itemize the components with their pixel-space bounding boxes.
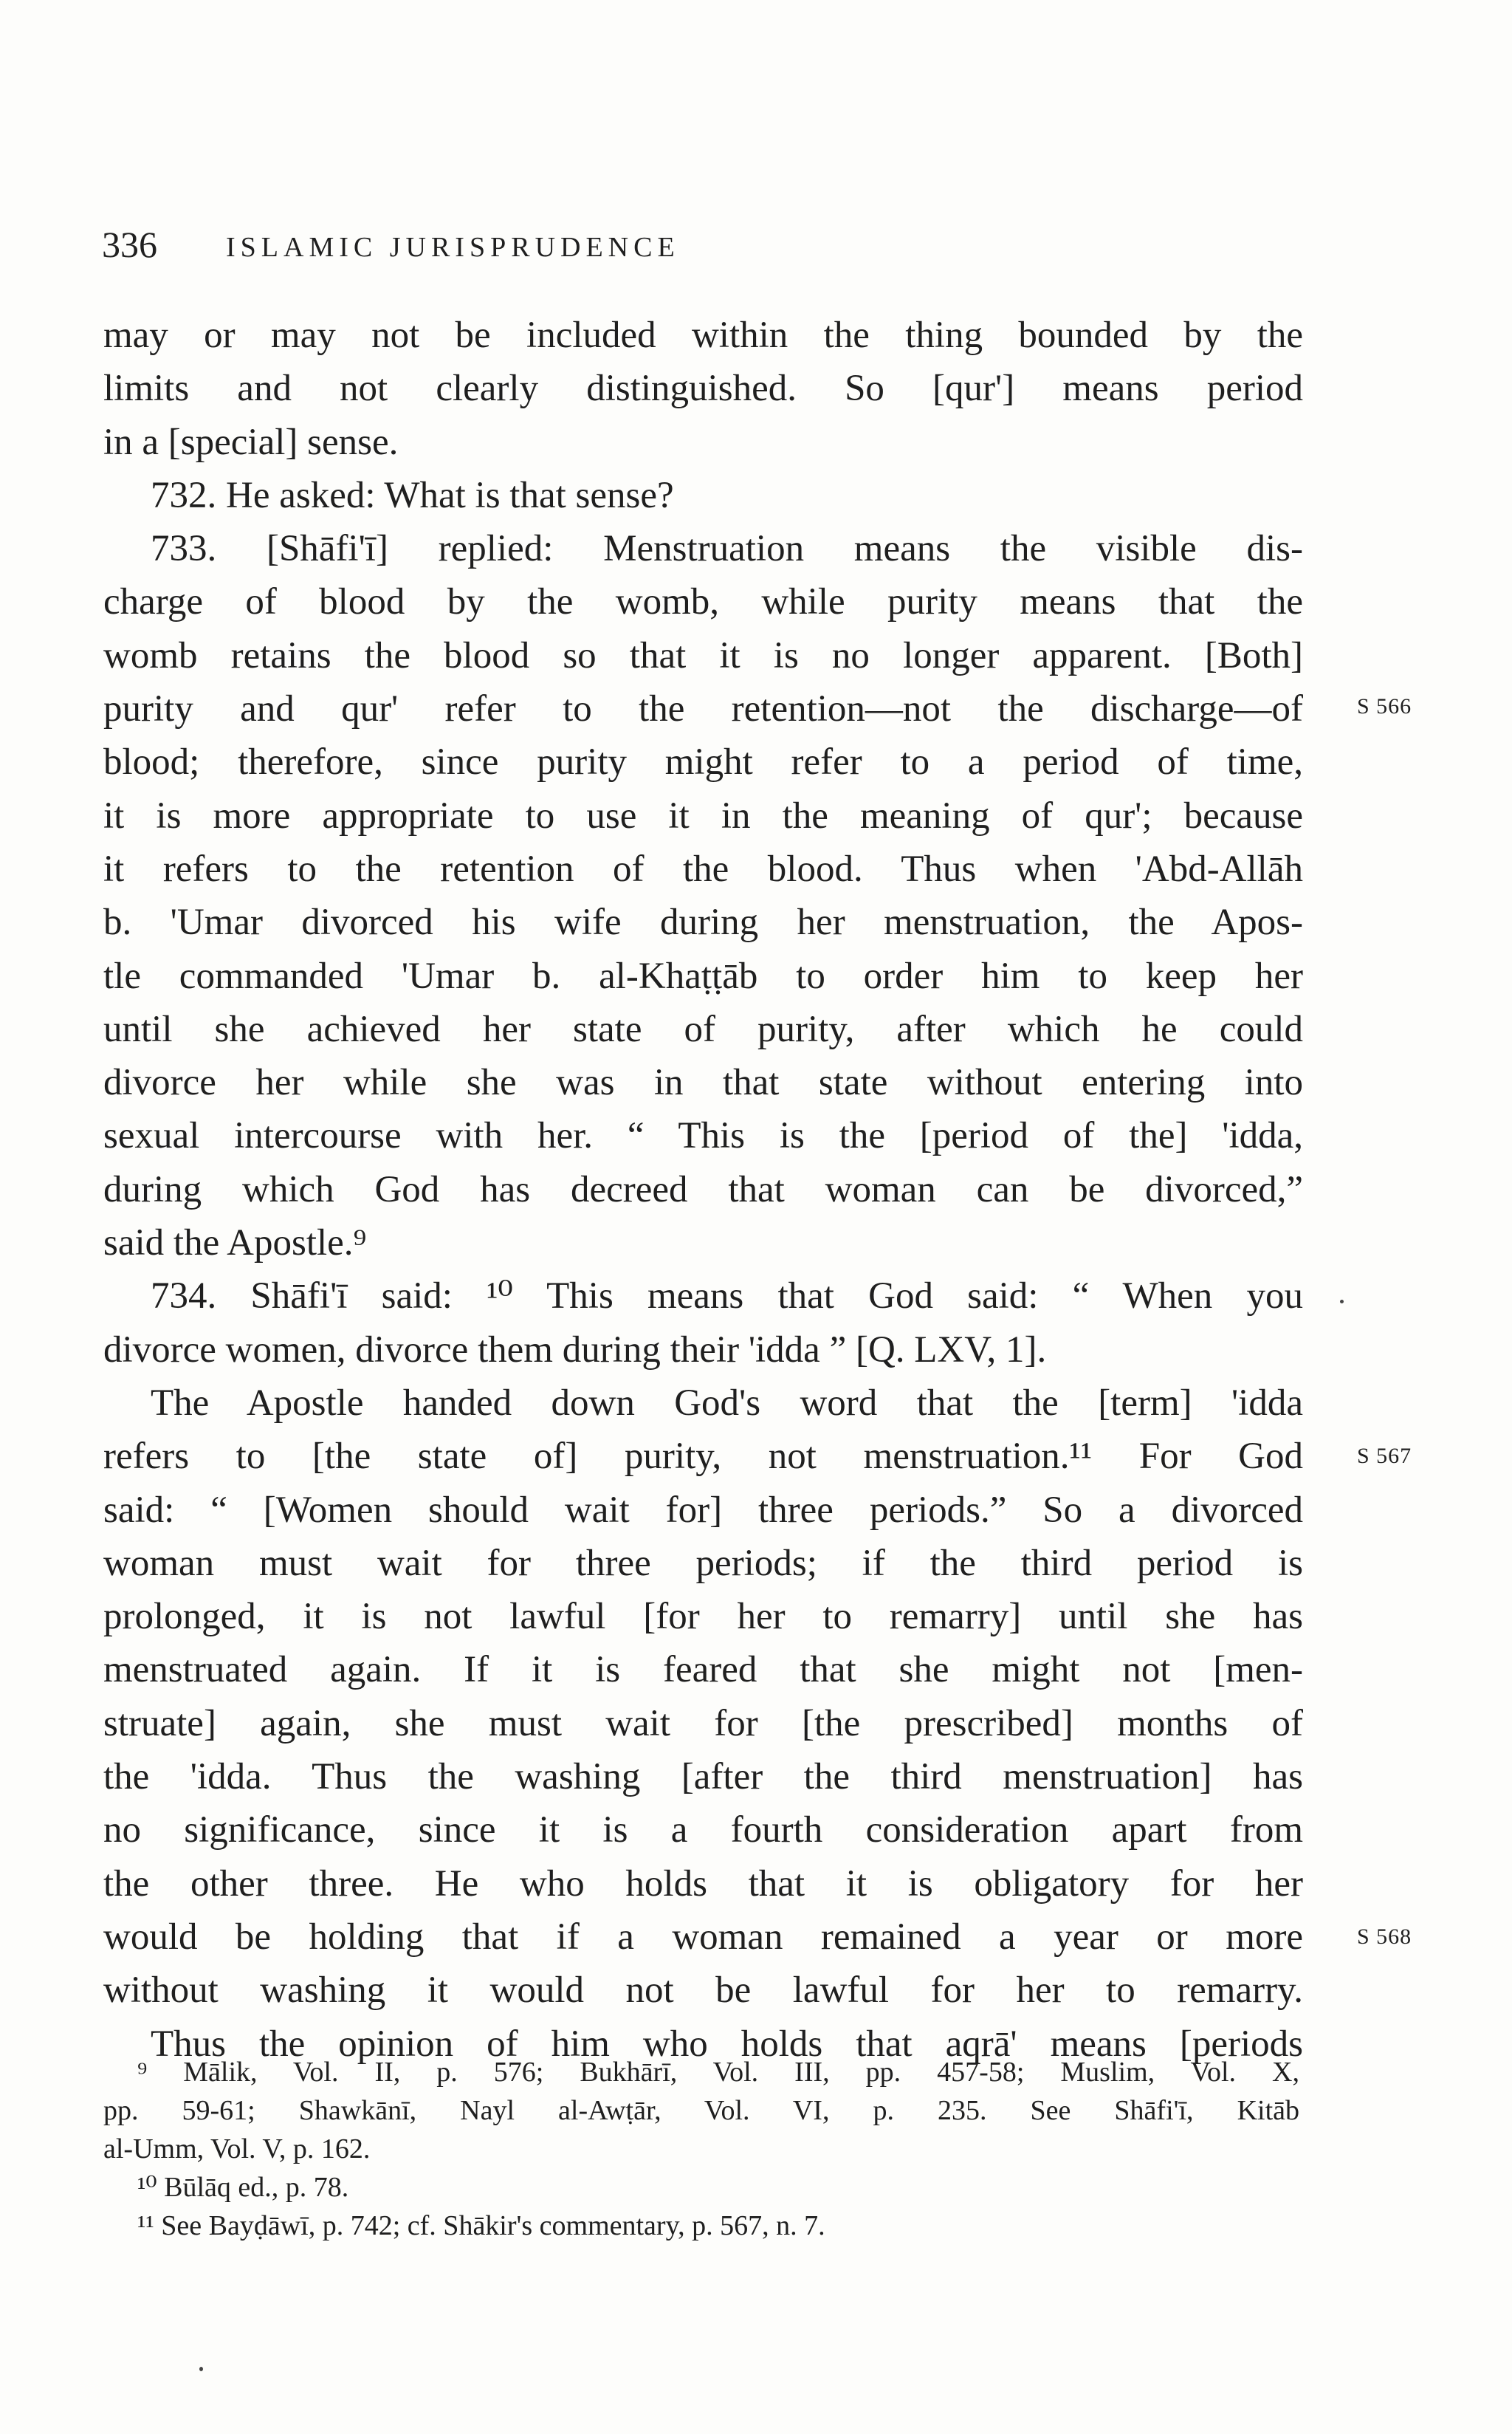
- text-line: the other three. He who holds that it is obligatory for her: [103, 1862, 1303, 1905]
- text-line: b. 'Umar divorced his wife during her menstruation, the Apos-: [103, 902, 1303, 944]
- text-line: divorce her while she was in that state without entering into: [103, 1062, 1303, 1104]
- scan-speck: [199, 2367, 203, 2371]
- text-line: no significance, since it is a fourth consideration apart from: [103, 1809, 1303, 1851]
- paragraph-734: 734. Shāfi'ī said: ¹⁰ This means that God said: “ When you: [151, 1275, 1303, 1317]
- text-line: said the Apostle.⁹: [103, 1222, 367, 1264]
- footnote-10: ¹⁰ Būlāq ed., p. 78.: [137, 2172, 349, 2203]
- text-line: purity and qur' refer to the retention—not the discharge—of: [103, 688, 1303, 730]
- text-line: charge of blood by the womb, while purity means that the: [103, 581, 1303, 623]
- footnote-11: ¹¹ See Bayḍāwī, p. 742; cf. Shākir's commentary, p. 567, n. 7.: [137, 2210, 825, 2241]
- margin-note-s568: S 568: [1357, 1924, 1412, 1949]
- text-line: during which God has decreed that woman can be divorced,”: [103, 1168, 1303, 1210]
- margin-note-s567: S 567: [1357, 1444, 1412, 1468]
- text-line: without washing it would not be lawful for her to remarry.: [103, 1970, 1303, 2012]
- paragraph-732: 732. He asked: What is that sense?: [151, 474, 674, 516]
- page-number: 336: [102, 224, 157, 265]
- text-line: tle commanded 'Umar b. al-Khaṭṭāb to order him to keep her: [103, 955, 1303, 997]
- text-line: struate] again, she must wait for [the prescribed] months of: [103, 1702, 1303, 1744]
- margin-note-s566: S 566: [1357, 694, 1412, 719]
- text-line: until she achieved her state of purity, after which he could: [103, 1008, 1303, 1050]
- text-line: woman must wait for three periods; if the third period is: [103, 1542, 1303, 1584]
- body-text: [103, 309, 1303, 2071]
- running-head: ISLAMIC JURISPRUDENCE: [226, 232, 680, 263]
- text-line: blood; therefore, since purity might refer to a period of time,: [103, 741, 1303, 784]
- text-line: limits and not clearly distinguished. So [qur'] means period: [103, 368, 1303, 410]
- text-line: womb retains the blood so that it is no longer apparent. [Both]: [103, 634, 1303, 676]
- text-line: refers to [the state of] purity, not menstruation.¹¹ For God: [103, 1436, 1303, 1478]
- text-line: said: “ [Women should wait for] three periods.” So a divorced: [103, 1489, 1303, 1531]
- text-line: The Apostle handed down God's word that the [term] 'idda: [151, 1382, 1303, 1424]
- footnote-9: ⁹ Mālik, Vol. II, p. 576; Bukhārī, Vol. III, pp. 457-58; Muslim, Vol. X,: [137, 2057, 1299, 2088]
- text-line: prolonged, it is not lawful [for her to remarry] until she has: [103, 1596, 1303, 1638]
- text-line: Thus the opinion of him who holds that aqrā' means [periods: [151, 2023, 1303, 2065]
- paragraph-733: 733. [Shāfi'ī] replied: Menstruation means the visible dis-: [151, 528, 1303, 570]
- text-line: menstruated again. If it is feared that she might not [men-: [103, 1649, 1303, 1691]
- footnotes: [103, 2053, 1299, 2245]
- text-line: would be holding that if a woman remained a year or more: [103, 1916, 1303, 1958]
- footnote-9-continued: al-Umm, Vol. V, p. 162.: [103, 2133, 371, 2164]
- text-line: divorce women, divorce them during their 'idda ” [Q. LXV, 1].: [103, 1329, 1047, 1371]
- footnote-9-continued: pp. 59-61; Shawkānī, Nayl al-Awṭār, Vol. VI, p. 235. See Shāfi'ī, Kitāb: [103, 2095, 1299, 2126]
- text-line: sexual intercourse with her. “ This is the [period of the] 'idda,: [103, 1115, 1303, 1157]
- scan-speck: [1340, 1300, 1344, 1303]
- text-line: it is more appropriate to use it in the meaning of qur'; because: [103, 795, 1303, 837]
- text-line: may or may not be included within the thing bounded by the: [103, 315, 1303, 356]
- text-line: in a [special] sense.: [103, 421, 399, 463]
- text-line: the 'idda. Thus the washing [after the third menstruation] has: [103, 1756, 1303, 1798]
- text-line: it refers to the retention of the blood. Thus when 'Abd-Allāh: [103, 848, 1303, 890]
- page-header: [102, 219, 1313, 270]
